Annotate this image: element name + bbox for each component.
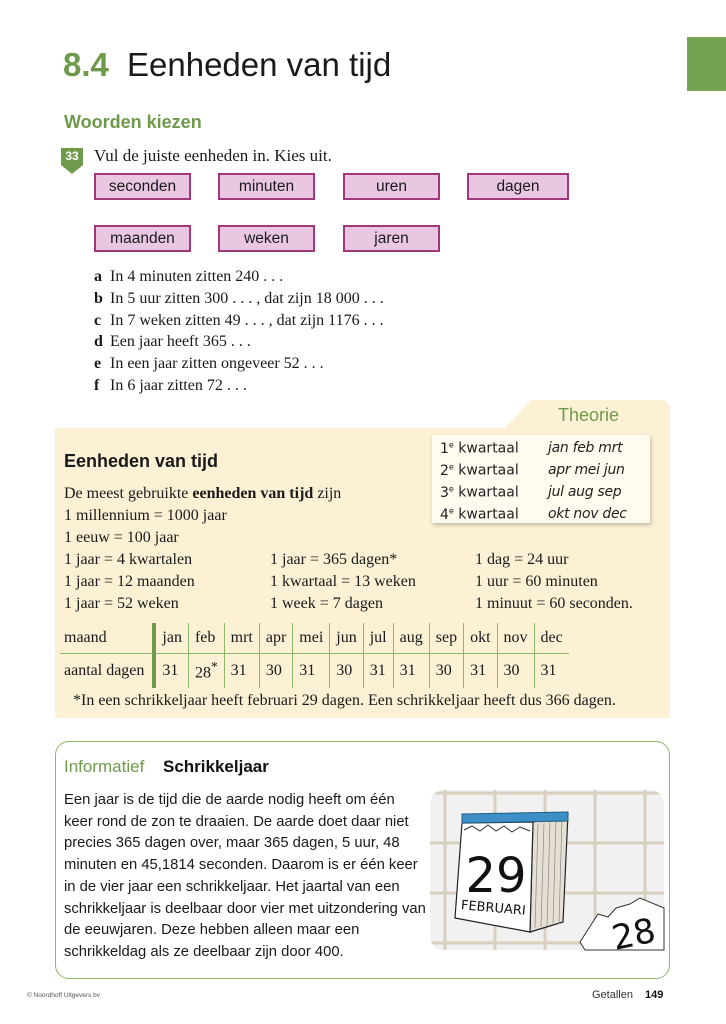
theory-title: Eenheden van tijd	[64, 451, 219, 471]
question-letter: e	[94, 355, 102, 373]
subsection-title: Woorden kiezen	[64, 112, 202, 132]
month-cell: jan	[154, 623, 188, 654]
word-choice[interactable]: maanden	[94, 225, 191, 252]
theory-line: 1 eeuw = 100 jaar	[64, 529, 179, 546]
info-body: Een jaar is de tijd die de aarde nodig heeft om één keer rond de zon te draaien. De aarde doet daar niet precies 365 dagen over, maar 365 dagen, 5 uur, 48 minuten en 45,1814 seconden. Daarom is er één keer in de vier jaar een schrikkeljaar. Het jaartal van een schrikkeljaar is deelbaar door vier met uitzondering van de eeuwjaren. Deze hebben alleen maar een schrikkeldag als ze deelbaar zijn door 400.	[64, 792, 426, 960]
quarter-months: jul aug sep	[548, 484, 622, 500]
theory-line: 1 kwartaal = 13 weken	[270, 573, 416, 590]
quarter-label: kwartaal	[458, 484, 519, 501]
question-text: In een jaar zitten ongeveer 52 . . .	[110, 355, 324, 373]
theory-line: 1 dag = 24 uur	[475, 551, 569, 568]
theory-line: 1 millennium = 1000 jaar	[64, 507, 227, 524]
quarter-number: 3	[440, 484, 449, 501]
days-cell: 31	[293, 654, 330, 689]
days-cell: 31	[363, 654, 393, 689]
quarter-months: jan feb mrt	[548, 440, 623, 456]
question-item	[94, 288, 384, 310]
quarters-card	[432, 435, 650, 523]
days-cell: 30	[259, 654, 292, 689]
section-number: 8.4	[63, 46, 109, 83]
footnote-mark: *	[210, 659, 218, 675]
theory-line: 1 jaar = 52 weken	[64, 595, 179, 612]
question-text: In 5 uur zitten 300 . . . , dat zijn 18 000 . . .	[110, 289, 384, 307]
quarter-sup: e	[448, 462, 454, 471]
quarter-sup: e	[448, 440, 454, 449]
torn-page-day: 28	[608, 910, 660, 959]
calendar-month: FEBRUARI	[460, 898, 527, 919]
days-cell: 31	[224, 654, 259, 689]
days-cell: 31	[154, 654, 188, 689]
theory-line: 1 minuut = 60 seconden.	[475, 595, 633, 612]
question-item	[94, 375, 384, 397]
month-cell: dec	[534, 623, 569, 654]
theory-line: 1 week = 7 dagen	[270, 595, 383, 612]
days-cell: 31	[534, 654, 569, 689]
theory-intro	[64, 485, 341, 503]
page-number: 149	[645, 989, 664, 1001]
question-text: In 4 minuten zitten 240 . . .	[110, 268, 284, 285]
month-cell: okt	[464, 623, 497, 654]
month-cell: nov	[497, 623, 534, 654]
days-cell: 30	[429, 654, 463, 689]
row-header: aantal dagen	[60, 654, 154, 689]
exercise-instruction: Vul de juiste eenheden in. Kies uit.	[94, 146, 332, 165]
quarter-label: kwartaal	[458, 506, 519, 523]
footnote: *In een schrikkeljaar heeft februari 29 dagen. Een schrikkeljaar heeft dus 366 dagen.	[73, 692, 616, 709]
month-cell: aug	[393, 623, 429, 654]
word-choice[interactable]: uren	[343, 173, 440, 200]
quarter-number: 1	[440, 440, 449, 457]
month-cell: apr	[259, 623, 292, 654]
quarter-row	[440, 484, 622, 501]
month-cell: feb	[188, 623, 224, 654]
days-cell: 31	[464, 654, 497, 689]
table-row	[60, 654, 569, 689]
word-choice[interactable]: dagen	[467, 173, 569, 200]
month-cell: jul	[363, 623, 393, 654]
question-letter: b	[94, 289, 103, 307]
quarter-label: kwartaal	[458, 462, 519, 479]
question-item	[94, 266, 384, 288]
quarter-sup: e	[448, 484, 454, 493]
calendar-tear-off-icon	[430, 790, 670, 960]
month-days-table	[60, 623, 569, 688]
theory-line: 1 jaar = 4 kwartalen	[64, 551, 193, 568]
exercise-number-badge: 33	[61, 148, 83, 165]
intro-bold: eenheden van tijd	[192, 485, 314, 502]
theory-line: 1 jaar = 365 dagen*	[270, 551, 398, 568]
question-text: Een jaar heeft 365 . . .	[110, 333, 251, 351]
info-title: Schrikkeljaar	[163, 757, 269, 776]
month-cell: mei	[293, 623, 330, 654]
question-text: In 7 weken zitten 49 . . . , dat zijn 1176 . . .	[110, 311, 384, 329]
arrow-down-icon	[61, 165, 83, 174]
question-item	[94, 331, 384, 353]
days-cell	[188, 654, 224, 689]
word-choice[interactable]: seconden	[94, 173, 191, 200]
question-item	[94, 353, 384, 375]
days-cell: 30	[497, 654, 534, 689]
month-cell: sep	[429, 623, 463, 654]
quarter-row	[440, 506, 627, 523]
word-choice[interactable]: weken	[218, 225, 315, 252]
question-item	[94, 310, 384, 332]
quarter-months: apr mei jun	[548, 462, 625, 478]
intro-prefix: De meest gebruikte	[64, 485, 193, 502]
month-cell: jun	[330, 623, 363, 654]
calendar-day: 29	[465, 848, 527, 904]
days-value: 28	[194, 664, 211, 682]
word-choice[interactable]: minuten	[218, 173, 315, 200]
question-text: In 6 jaar zitten 72 . . .	[110, 376, 247, 394]
quarter-sup: e	[448, 506, 454, 515]
theory-line: 1 uur = 60 minuten	[475, 573, 598, 590]
question-letter: f	[94, 376, 100, 394]
quarter-number: 4	[440, 506, 449, 523]
page-title: Eenheden van tijd	[127, 46, 392, 83]
calendar-illustration	[430, 790, 670, 960]
intro-suffix: zijn	[313, 485, 342, 502]
quarter-row	[440, 440, 623, 457]
info-label: Informatief	[64, 757, 145, 776]
word-choice[interactable]: jaren	[343, 225, 440, 252]
month-cell: mrt	[224, 623, 259, 654]
days-cell: 30	[330, 654, 363, 689]
quarter-row	[440, 462, 625, 479]
copyright: © Noordhoff Uitgevers bv	[27, 992, 100, 999]
quarter-number: 2	[440, 462, 449, 479]
row-header: maand	[60, 623, 154, 654]
chapter-tab-marker	[687, 37, 726, 91]
question-letter: c	[94, 311, 102, 329]
theory-label: Theorie	[558, 405, 620, 425]
days-cell: 31	[393, 654, 429, 689]
quarter-label: kwartaal	[458, 440, 519, 457]
quarter-months: okt nov dec	[548, 506, 627, 522]
question-letter: d	[94, 333, 103, 351]
question-letter: a	[94, 268, 102, 285]
question-list	[94, 266, 384, 397]
table-row	[60, 623, 569, 654]
theory-line: 1 jaar = 12 maanden	[64, 573, 195, 590]
footer-section: Getallen	[592, 989, 633, 1001]
